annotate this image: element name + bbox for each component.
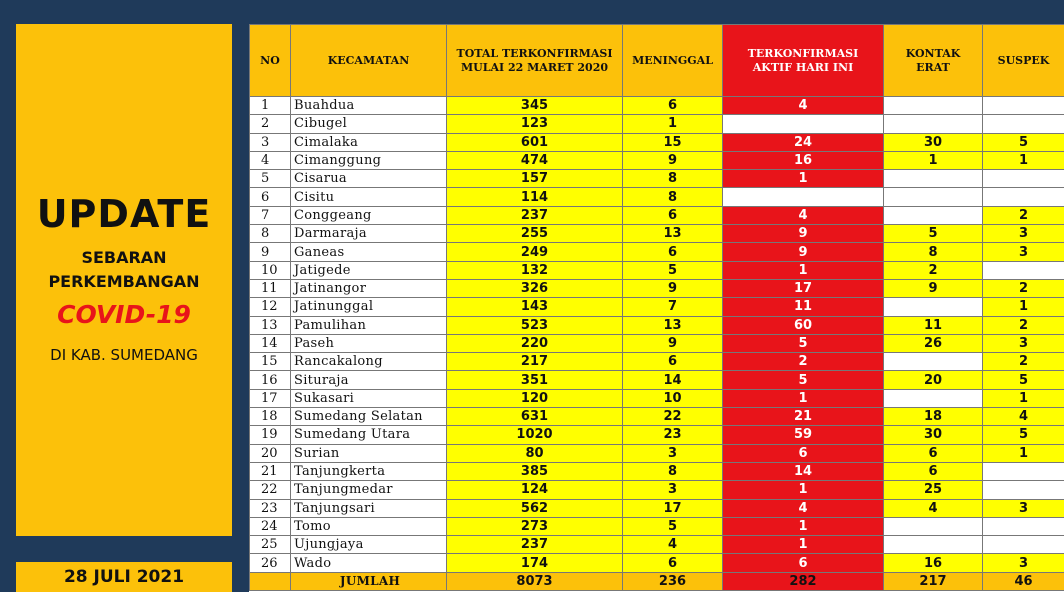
cell-meninggal: 9 <box>623 151 723 169</box>
table-row <box>250 243 1064 261</box>
table-row <box>250 316 1064 334</box>
table-row <box>250 279 1064 297</box>
cell-aktif: 9 <box>723 243 884 261</box>
cell-no: 20 <box>250 444 291 462</box>
cell-aktif: 4 <box>723 206 884 224</box>
cell-no: 21 <box>250 462 291 480</box>
cell-kecamatan: Cimalaka <box>291 133 447 151</box>
table-row <box>250 499 1064 517</box>
header-aktif-line2: AKTIF HARI INI <box>752 60 854 74</box>
cell-meninggal: 22 <box>623 408 723 426</box>
table-row <box>250 170 1064 188</box>
cell-kontak <box>884 97 983 115</box>
cell-suspek <box>983 481 1064 499</box>
cell-no: 11 <box>250 279 291 297</box>
cell-aktif: 1 <box>723 261 884 279</box>
cell-total: 345 <box>447 97 623 115</box>
table-body <box>250 97 1064 573</box>
cell-kontak <box>884 536 983 554</box>
table-row <box>250 261 1064 279</box>
table-row <box>250 334 1064 352</box>
cell-suspek <box>983 536 1064 554</box>
total-row <box>250 572 1064 590</box>
cell-no: 23 <box>250 499 291 517</box>
cell-suspek: 3 <box>983 334 1064 352</box>
cell-meninggal: 6 <box>623 353 723 371</box>
cell-kecamatan: Ganeas <box>291 243 447 261</box>
cell-kecamatan: Cibugel <box>291 115 447 133</box>
cell-aktif: 14 <box>723 462 884 480</box>
total-suspek: 46 <box>983 572 1064 590</box>
total-no-cell <box>250 572 291 590</box>
table-row <box>250 389 1064 407</box>
cell-no: 1 <box>250 97 291 115</box>
cell-aktif: 4 <box>723 499 884 517</box>
cell-aktif: 1 <box>723 517 884 535</box>
cell-kecamatan: Cisitu <box>291 188 447 206</box>
cell-suspek: 1 <box>983 151 1064 169</box>
table-row <box>250 517 1064 535</box>
header-total-line1: TOTAL TERKONFIRMASI <box>456 46 613 60</box>
cell-suspek <box>983 97 1064 115</box>
cell-no: 24 <box>250 517 291 535</box>
cell-suspek: 1 <box>983 298 1064 316</box>
cell-meninggal: 4 <box>623 536 723 554</box>
table-header-row <box>250 25 1064 97</box>
total-aktif: 282 <box>723 572 884 590</box>
cell-suspek: 3 <box>983 499 1064 517</box>
cell-aktif: 11 <box>723 298 884 316</box>
cell-kontak <box>884 206 983 224</box>
cell-meninggal: 9 <box>623 334 723 352</box>
table-row <box>250 353 1064 371</box>
table-row <box>250 536 1064 554</box>
cell-meninggal: 23 <box>623 426 723 444</box>
cell-meninggal: 9 <box>623 279 723 297</box>
cell-no: 12 <box>250 298 291 316</box>
cell-no: 26 <box>250 554 291 572</box>
cell-suspek: 5 <box>983 426 1064 444</box>
cell-aktif: 6 <box>723 444 884 462</box>
table-row <box>250 426 1064 444</box>
table-row <box>250 298 1064 316</box>
cell-kecamatan: Jatinangor <box>291 279 447 297</box>
cell-kontak: 8 <box>884 243 983 261</box>
header-aktif-line1: TERKONFIRMASI <box>747 46 859 60</box>
cell-kontak <box>884 517 983 535</box>
table-row <box>250 151 1064 169</box>
header-kontak-line2: ERAT <box>916 60 950 74</box>
cell-kecamatan: Jatinunggal <box>291 298 447 316</box>
cell-meninggal: 6 <box>623 97 723 115</box>
table-row <box>250 133 1064 151</box>
table-row <box>250 481 1064 499</box>
cell-aktif: 21 <box>723 408 884 426</box>
cell-total: 114 <box>447 188 623 206</box>
cell-meninggal: 3 <box>623 481 723 499</box>
cell-suspek: 2 <box>983 279 1064 297</box>
cell-total: 523 <box>447 316 623 334</box>
cell-aktif: 1 <box>723 170 884 188</box>
cell-aktif: 24 <box>723 133 884 151</box>
cell-meninggal: 15 <box>623 133 723 151</box>
cell-total: 157 <box>447 170 623 188</box>
cell-no: 18 <box>250 408 291 426</box>
cell-no: 5 <box>250 170 291 188</box>
total-total: 8073 <box>447 572 623 590</box>
cell-total: 220 <box>447 334 623 352</box>
table-row <box>250 462 1064 480</box>
cell-kecamatan: Buahdua <box>291 97 447 115</box>
cell-suspek: 2 <box>983 206 1064 224</box>
cell-kecamatan: Cisarua <box>291 170 447 188</box>
cell-kecamatan: Ujungjaya <box>291 536 447 554</box>
cell-aktif: 6 <box>723 554 884 572</box>
cell-total: 273 <box>447 517 623 535</box>
cell-total: 143 <box>447 298 623 316</box>
cell-aktif: 16 <box>723 151 884 169</box>
cell-meninggal: 3 <box>623 444 723 462</box>
cell-meninggal: 6 <box>623 554 723 572</box>
cell-aktif: 17 <box>723 279 884 297</box>
cell-kecamatan: Rancakalong <box>291 353 447 371</box>
cell-kecamatan: Wado <box>291 554 447 572</box>
cell-aktif: 5 <box>723 371 884 389</box>
cell-no: 15 <box>250 353 291 371</box>
cell-kontak: 30 <box>884 426 983 444</box>
cell-no: 8 <box>250 225 291 243</box>
table-row <box>250 97 1064 115</box>
cell-suspek: 3 <box>983 554 1064 572</box>
cell-total: 631 <box>447 408 623 426</box>
cell-kecamatan: Pamulihan <box>291 316 447 334</box>
cell-suspek: 4 <box>983 408 1064 426</box>
cell-aktif: 59 <box>723 426 884 444</box>
cell-meninggal: 5 <box>623 517 723 535</box>
cell-no: 25 <box>250 536 291 554</box>
cell-suspek <box>983 115 1064 133</box>
cell-total: 120 <box>447 389 623 407</box>
update-title: UPDATE <box>36 192 212 236</box>
cell-no: 16 <box>250 371 291 389</box>
cell-total: 124 <box>447 481 623 499</box>
cell-kontak: 5 <box>884 225 983 243</box>
table-row <box>250 225 1064 243</box>
cell-meninggal: 10 <box>623 389 723 407</box>
table-row <box>250 444 1064 462</box>
cell-kontak: 16 <box>884 554 983 572</box>
cell-kontak: 2 <box>884 261 983 279</box>
cell-kecamatan: Tanjungkerta <box>291 462 447 480</box>
cell-kontak: 6 <box>884 444 983 462</box>
table-row <box>250 188 1064 206</box>
cell-aktif: 1 <box>723 536 884 554</box>
cell-no: 13 <box>250 316 291 334</box>
cell-total: 217 <box>447 353 623 371</box>
covid-label: COVID-19 <box>57 300 191 329</box>
cell-kecamatan: Tanjungmedar <box>291 481 447 499</box>
cell-kontak <box>884 170 983 188</box>
cell-suspek <box>983 517 1064 535</box>
cell-kontak: 30 <box>884 133 983 151</box>
cell-kontak: 25 <box>884 481 983 499</box>
cell-kecamatan: Tanjungsari <box>291 499 447 517</box>
cell-aktif: 1 <box>723 481 884 499</box>
cell-kecamatan: Conggeang <box>291 206 447 224</box>
cell-kontak <box>884 115 983 133</box>
cell-suspek <box>983 170 1064 188</box>
cell-total: 255 <box>447 225 623 243</box>
cell-kecamatan: Paseh <box>291 334 447 352</box>
cell-meninggal: 17 <box>623 499 723 517</box>
header-total-line2: MULAI 22 MARET 2020 <box>460 60 609 74</box>
cell-aktif: 1 <box>723 389 884 407</box>
cell-no: 6 <box>250 188 291 206</box>
cell-kontak: 18 <box>884 408 983 426</box>
cell-suspek <box>983 261 1064 279</box>
cell-no: 9 <box>250 243 291 261</box>
header-kontak <box>884 25 983 97</box>
cell-meninggal: 1 <box>623 115 723 133</box>
cell-kontak <box>884 389 983 407</box>
cell-total: 474 <box>447 151 623 169</box>
header-kontak-line1: KONTAK <box>905 46 961 60</box>
cell-aktif: 2 <box>723 353 884 371</box>
header-aktif <box>723 25 884 97</box>
header-total <box>447 25 623 97</box>
cell-no: 4 <box>250 151 291 169</box>
update-panel <box>16 24 232 536</box>
covid-table <box>249 24 1064 591</box>
cell-total: 326 <box>447 279 623 297</box>
date-label: 28 JULI 2021 <box>16 562 232 592</box>
cell-kecamatan: Tomo <box>291 517 447 535</box>
cell-total: 351 <box>447 371 623 389</box>
cell-kontak: 9 <box>884 279 983 297</box>
cell-kontak <box>884 298 983 316</box>
covid-table-container <box>249 24 1064 592</box>
cell-suspek: 2 <box>983 316 1064 334</box>
cell-suspek: 3 <box>983 225 1064 243</box>
cell-no: 19 <box>250 426 291 444</box>
table-row <box>250 115 1064 133</box>
header-meninggal: MENINGGAL <box>623 25 723 97</box>
cell-suspek <box>983 462 1064 480</box>
cell-kontak: 1 <box>884 151 983 169</box>
cell-kontak <box>884 353 983 371</box>
cell-total: 80 <box>447 444 623 462</box>
cell-suspek: 2 <box>983 353 1064 371</box>
table-row <box>250 554 1064 572</box>
cell-total: 174 <box>447 554 623 572</box>
cell-suspek: 1 <box>983 444 1064 462</box>
cell-kontak: 4 <box>884 499 983 517</box>
cell-aktif: 9 <box>723 225 884 243</box>
cell-kecamatan: Cimanggung <box>291 151 447 169</box>
cell-kecamatan: Jatigede <box>291 261 447 279</box>
location-label: DI KAB. SUMEDANG <box>50 346 198 364</box>
cell-total: 601 <box>447 133 623 151</box>
cell-kontak <box>884 188 983 206</box>
cell-no: 2 <box>250 115 291 133</box>
cell-suspek: 3 <box>983 243 1064 261</box>
cell-aktif: 5 <box>723 334 884 352</box>
cell-meninggal: 7 <box>623 298 723 316</box>
cell-no: 14 <box>250 334 291 352</box>
cell-aktif <box>723 188 884 206</box>
cell-kontak: 11 <box>884 316 983 334</box>
cell-kontak: 20 <box>884 371 983 389</box>
cell-total: 237 <box>447 206 623 224</box>
cell-kecamatan: Darmaraja <box>291 225 447 243</box>
cell-aktif <box>723 115 884 133</box>
cell-kecamatan: Surian <box>291 444 447 462</box>
cell-meninggal: 8 <box>623 170 723 188</box>
cell-kontak: 6 <box>884 462 983 480</box>
cell-meninggal: 6 <box>623 243 723 261</box>
cell-total: 123 <box>447 115 623 133</box>
cell-total: 249 <box>447 243 623 261</box>
cell-meninggal: 13 <box>623 225 723 243</box>
subtitle-sebaran: SEBARAN <box>81 248 167 267</box>
cell-total: 132 <box>447 261 623 279</box>
cell-meninggal: 14 <box>623 371 723 389</box>
cell-meninggal: 8 <box>623 188 723 206</box>
total-meninggal: 236 <box>623 572 723 590</box>
cell-suspek: 1 <box>983 389 1064 407</box>
cell-total: 1020 <box>447 426 623 444</box>
header-no: NO <box>250 25 291 97</box>
subtitle-perkembangan: PERKEMBANGAN <box>48 272 200 291</box>
cell-total: 385 <box>447 462 623 480</box>
table-row <box>250 206 1064 224</box>
cell-no: 22 <box>250 481 291 499</box>
cell-kecamatan: Sumedang Selatan <box>291 408 447 426</box>
cell-kecamatan: Situraja <box>291 371 447 389</box>
total-kontak: 217 <box>884 572 983 590</box>
cell-aktif: 4 <box>723 97 884 115</box>
cell-suspek: 5 <box>983 371 1064 389</box>
cell-suspek: 5 <box>983 133 1064 151</box>
cell-no: 3 <box>250 133 291 151</box>
cell-meninggal: 13 <box>623 316 723 334</box>
cell-suspek <box>983 188 1064 206</box>
cell-meninggal: 8 <box>623 462 723 480</box>
cell-total: 237 <box>447 536 623 554</box>
cell-meninggal: 5 <box>623 261 723 279</box>
table-row <box>250 371 1064 389</box>
header-kecamatan: KECAMATAN <box>291 25 447 97</box>
cell-kontak: 26 <box>884 334 983 352</box>
cell-total: 562 <box>447 499 623 517</box>
cell-kecamatan: Sumedang Utara <box>291 426 447 444</box>
cell-no: 10 <box>250 261 291 279</box>
total-label: JUMLAH <box>291 572 447 590</box>
cell-no: 7 <box>250 206 291 224</box>
cell-kecamatan: Sukasari <box>291 389 447 407</box>
table-row <box>250 408 1064 426</box>
cell-aktif: 60 <box>723 316 884 334</box>
cell-no: 17 <box>250 389 291 407</box>
header-suspek: SUSPEK <box>983 25 1064 97</box>
cell-meninggal: 6 <box>623 206 723 224</box>
